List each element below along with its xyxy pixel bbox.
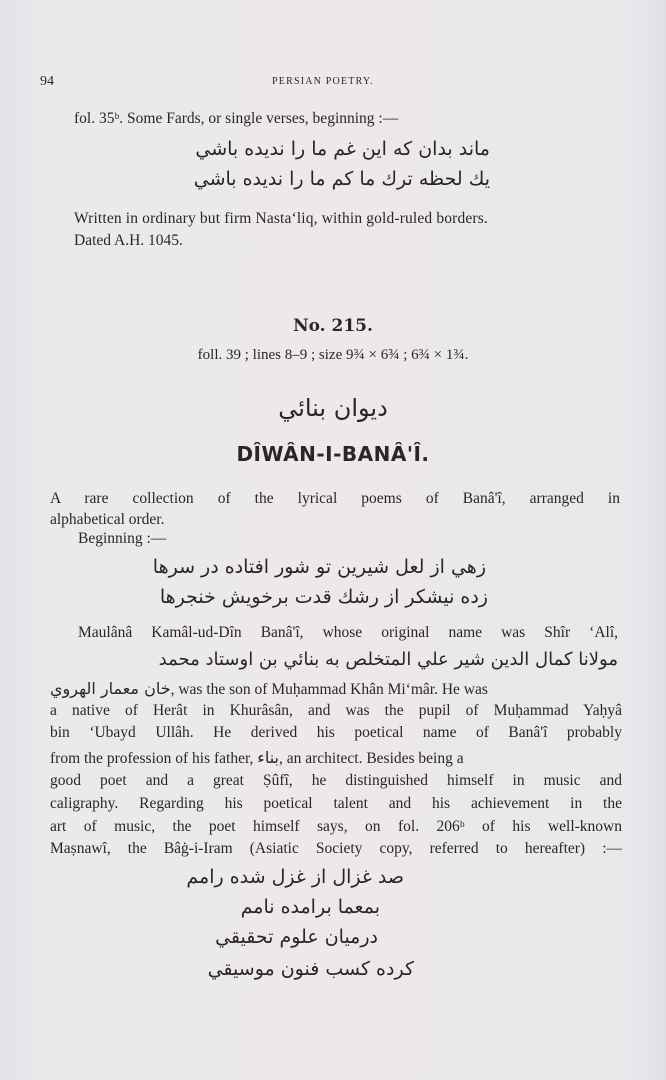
biography-persian-inline: خان معمار الهروي xyxy=(50,679,171,698)
architect-word-persian: بناء xyxy=(257,748,279,767)
biography-line-2 xyxy=(50,679,488,699)
persian-verse-2: يك لحظه ترك ما كم ما را نديده باشي xyxy=(193,168,490,190)
biography-line-6: good poet and a great Ṣûfî, he distinguished himself in music and xyxy=(50,772,622,789)
biography-line-2-text: , was the son of Muḥammad Khân Mi‘mâr. He was xyxy=(170,681,488,698)
biography-line-7: caligraphy. Regarding his poetical talent and his achievement in the xyxy=(50,795,622,812)
biography-line-5-b: , an architect. Besides being a xyxy=(278,750,464,767)
title-latin: DÎWÂN-I-BANÂ'Î. xyxy=(236,442,430,466)
poem-line-2: بمعما برامده نامم xyxy=(240,896,380,918)
beginning-label: Beginning :— xyxy=(78,530,167,547)
poem-line-1: صد غزال از غزل شده رامم xyxy=(186,866,404,888)
running-head: PERSIAN POETRY. xyxy=(272,76,374,87)
date-line: Dated A.H. 1045. xyxy=(74,232,183,249)
biography-line-9: Maṣnawî, the Bâġ-i-Iram (Asiatic Society copy, referred to hereafter) :— xyxy=(50,840,622,857)
beginning-verse-2: زده نيشكر از رشك قدت برخويش خنجرها xyxy=(159,586,488,608)
biography-line-3: a native of Herât in Khurâsân, and was the pupil of Muḥammad Yaḥyâ xyxy=(50,702,622,719)
folio-details: foll. 39 ; lines 8–9 ; size 9¾ × 6¾ ; 6¾ × 1¾. xyxy=(197,347,469,363)
biography-line-5-a: from the profession of his father, xyxy=(50,750,254,767)
biography-line-8: art of music, the poet himself says, on fol. 206ᵇ of his well-known xyxy=(50,818,622,835)
biography-line-5 xyxy=(50,748,464,768)
poem-line-4: كرده كسب فنون موسيقي xyxy=(207,958,414,980)
fol-line: fol. 35ᵇ. Some Fards, or single verses, beginning :— xyxy=(74,110,399,127)
poem-line-3: درميان علوم تحقيقي xyxy=(215,926,378,948)
persian-verse-1: ماند بدان كه اين غم ما را نديده باشي xyxy=(195,138,490,160)
beginning-verse-1: زهي از لعل شيرين تو شور افتاده در سرها xyxy=(152,556,486,578)
description-line-1: A rare collection of the lyrical poems of Banâ'î, arranged in xyxy=(50,490,620,507)
entry-number: No. 215. xyxy=(293,316,373,336)
description-line-2: alphabetical order. xyxy=(50,511,165,528)
biography-persian-line: مولانا كمال الدين شير علي المتخلص به بنائي بن اوستاد محمد xyxy=(158,649,618,670)
biography-line-4: bin ‘Ubayd Ullâh. He derived his poetical name of Banâ'î probably xyxy=(50,724,622,741)
title-persian: ديوان بنائي xyxy=(278,394,388,422)
script-description: Written in ordinary but firm Nasta‘liq, within gold-ruled borders. xyxy=(74,210,488,227)
biography-line-1: Maulânâ Kamâl-ud-Dîn Banâ'î, whose original name was Shîr ‘Alî, xyxy=(78,624,618,641)
page-number: 94 xyxy=(40,74,54,89)
